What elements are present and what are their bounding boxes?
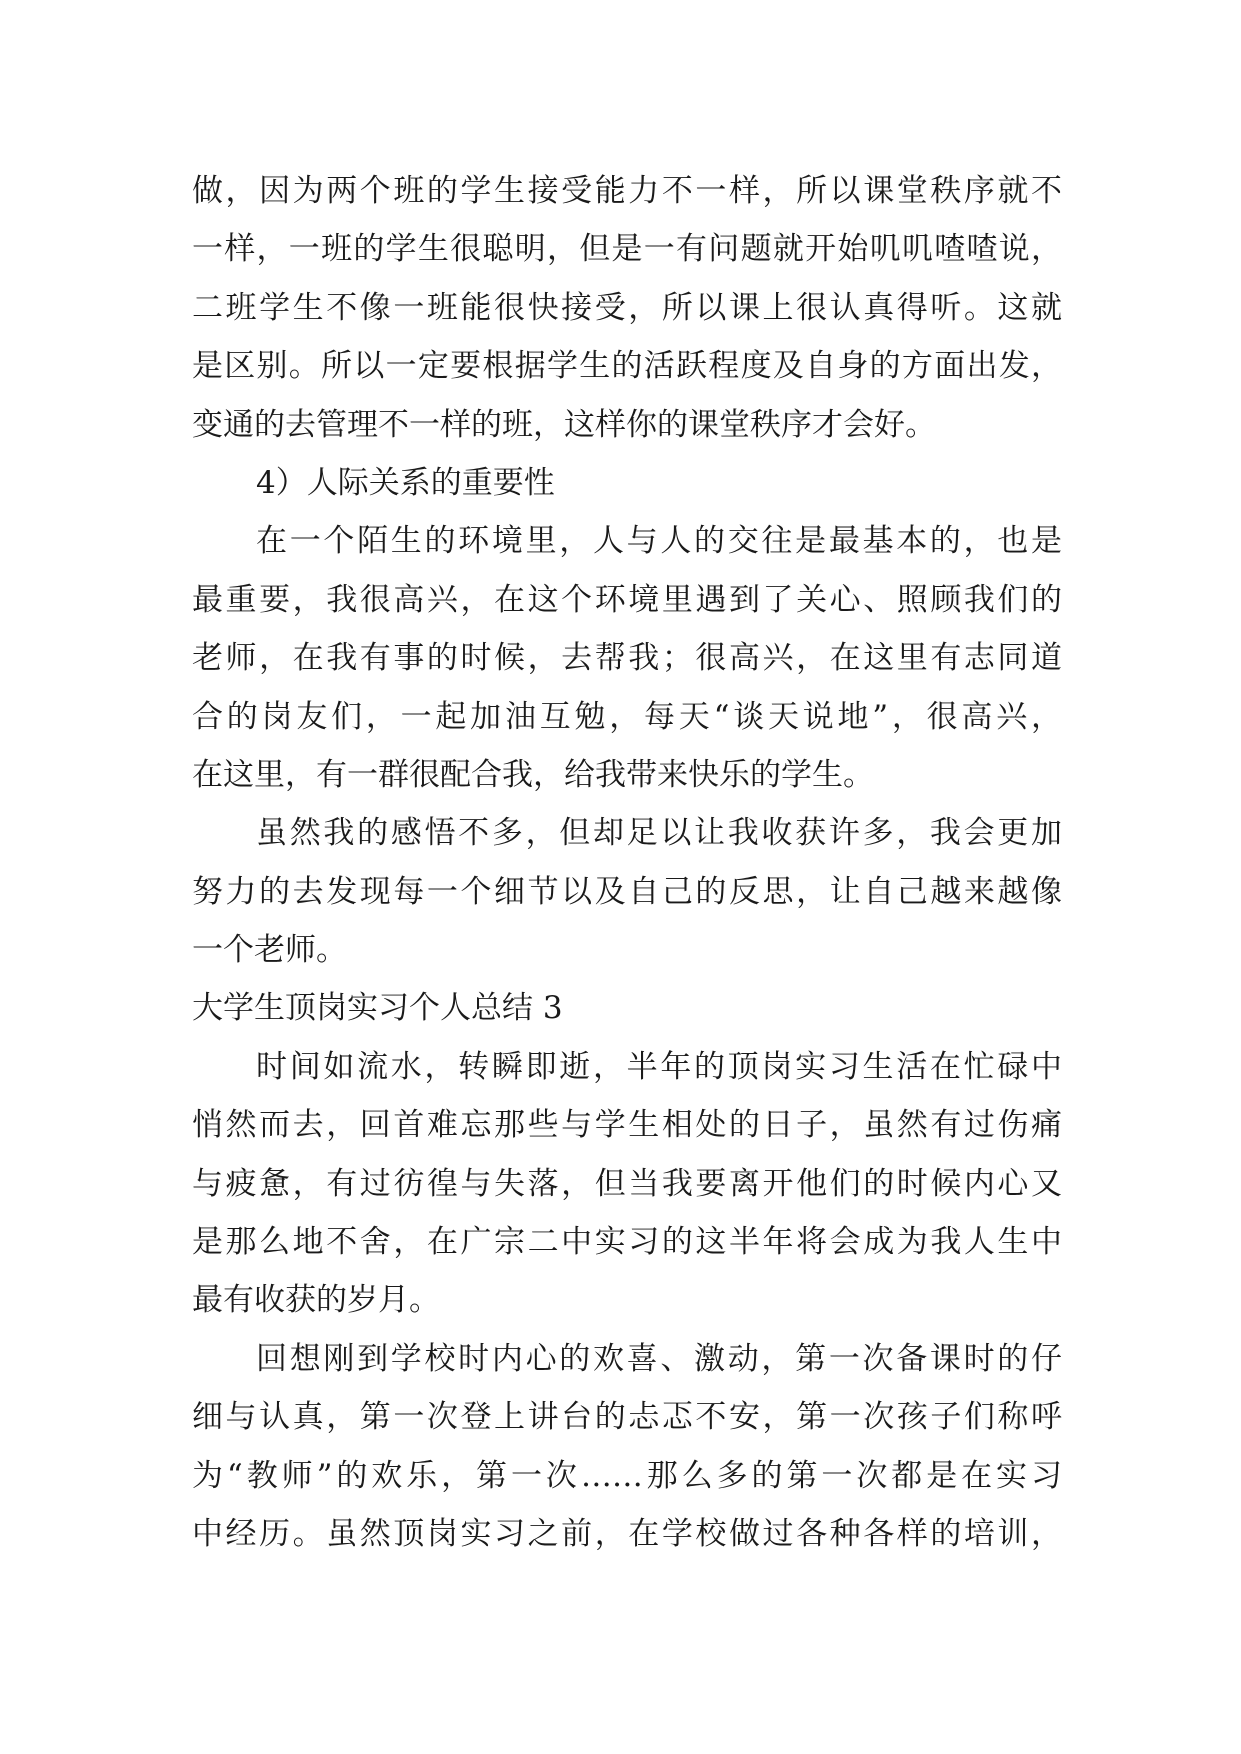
body-text: [192, 162, 1062, 1563]
text-line: 最重要，我很高兴，在这个环境里遇到了关心、照顾我们的: [192, 581, 1062, 618]
text-line: 一样，一班的学生很聪明，但是一有问题就开始叽叽喳喳说，: [192, 231, 1062, 268]
section-heading: 4）人际关系的重要性: [256, 464, 555, 501]
text-line: 是区别。所以一定要根据学生的活跃程度及自身的方面出发，: [192, 348, 1062, 385]
text-line: 回想刚到学校时内心的欢喜、激动，第一次备课时的仔: [256, 1340, 1062, 1377]
text-line: 中经历。虽然顶岗实习之前，在学校做过各种各样的培训，: [192, 1515, 1062, 1552]
text-line: 变通的去管理不一样的班，这样你的课堂秩序才会好。: [192, 406, 936, 443]
text-line: 在一个陌生的环境里，人与人的交往是最基本的，也是: [256, 523, 1062, 560]
section-title: 大学生顶岗实习个人总结 3: [192, 990, 563, 1027]
text-line: 做，因为两个班的学生接受能力不一样，所以课堂秩序就不: [192, 173, 1062, 209]
text-line: 合的岗友们，一起加油互勉，每天“谈天说地”，很高兴，: [192, 698, 1062, 735]
text-line: 细与认真，第一次登上讲台的忐忑不安，第一次孩子们称呼: [192, 1399, 1062, 1436]
text-line: 与疲惫，有过彷徨与失落，但当我要离开他们的时候内心又: [192, 1165, 1062, 1202]
text-line: 最有收获的岁月。: [192, 1282, 440, 1319]
text-line: 在这里，有一群很配合我，给我带来快乐的学生。: [192, 756, 874, 793]
text-line: 老师，在我有事的时候，去帮我；很高兴，在这里有志同道: [192, 640, 1062, 677]
text-line: 一个老师。: [192, 932, 347, 969]
text-line: 为“教师”的欢乐，第一次……那么多的第一次都是在实习: [192, 1457, 1062, 1494]
text-line: 二班学生不像一班能很快接受，所以课上很认真得听。这就: [192, 289, 1062, 326]
text-line: 虽然我的感悟不多，但却足以让我收获许多，我会更加: [256, 815, 1062, 852]
text-line: 是那么地不舍，在广宗二中实习的这半年将会成为我人生中: [192, 1224, 1062, 1261]
text-line: 努力的去发现每一个细节以及自己的反思，让自己越来越像: [192, 873, 1062, 910]
text-line: 时间如流水，转瞬即逝，半年的顶岗实习生活在忙碌中: [256, 1048, 1062, 1085]
text-line: 悄然而去，回首难忘那些与学生相处的日子，虽然有过伤痛: [192, 1107, 1062, 1144]
